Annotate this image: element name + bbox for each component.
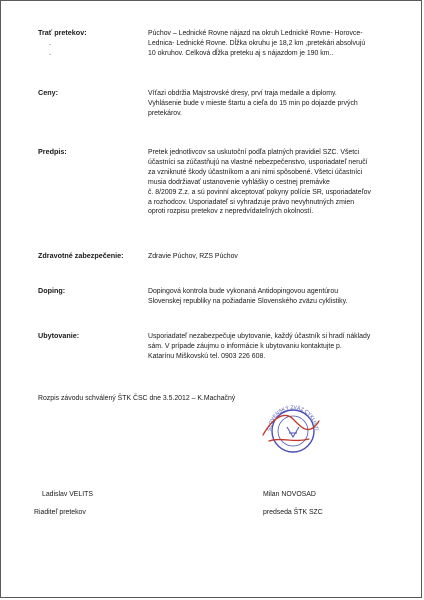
dot-marker: . xyxy=(49,38,51,47)
dot-marker: . xyxy=(49,48,51,57)
section-label: Trať pretekov: xyxy=(38,28,87,37)
text-line: Usporiadateľ nezabezpečuje ubytovanie, každý účastník si hradí náklady xyxy=(148,333,371,340)
text-line: Slovenskej republiky na požiadanie Slovenského zväzu cyklistiky. xyxy=(148,297,348,305)
section-text xyxy=(148,29,380,59)
text-line: Katarínu Miškovskú tel. 0903 226 608. xyxy=(148,352,266,360)
section-label: Ubytovanie: xyxy=(38,331,80,340)
text-line: musia dodržiavať ustanovenie vyhlášky o cestnej premávke xyxy=(148,178,330,186)
section-label: Zdravotné zabezpečenie: xyxy=(38,251,124,260)
signature-left-name: Ladislav VELITS xyxy=(42,491,93,498)
official-stamp xyxy=(259,397,325,455)
text-line: Púchov – Lednické Rovne nájazd na okruh Lednické Rovne- Horovce- xyxy=(148,30,363,37)
section-text xyxy=(148,287,380,307)
text-line: č. 8/2009 Z.z. a sú povinní akceptovať pokyny polície SR, usporiadateľov xyxy=(148,188,371,196)
signature-left-role: Riaditeľ pretekov xyxy=(34,509,86,516)
section-label: Predpis: xyxy=(38,147,67,156)
text-line: Vyhlásenie bude v mieste štartu a cieľa do 15 min po dojazde prvých xyxy=(148,99,358,107)
text-line: Pretek jednotlivcov sa uskutoční podľa platných pravidiel SZC. Všetci xyxy=(148,149,360,156)
section-label: Doping: xyxy=(38,286,66,295)
text-line: Dopingová kontrola bude vykonaná Antidopingovou agentúrou xyxy=(148,288,339,295)
section-text xyxy=(148,89,380,119)
stamp-arc-text: SLOVENSKÝ ZVÄZ CYKLISTI xyxy=(266,404,320,432)
section-text xyxy=(148,252,380,262)
text-line: a rozhodcov. Usporiadateľ si vyhradzuje právo nevyhnutných zmien xyxy=(148,198,355,206)
text-line: 10 okruhov. Celková dĺžka preteku aj s nájazdom je 190 km.. xyxy=(148,49,334,57)
signature-right-role: predseda ŠTK SZC xyxy=(263,509,323,516)
text-line: za vzniknuté škody účastníkom a ani nimi spôsobené. Všetci účastníci xyxy=(148,168,363,176)
text-line: Lednica- Lednické Rovne. Dĺžka okruhu je 18,2 km ,pretekári absolvujú xyxy=(148,39,366,47)
text-line: účastníci sa zúčastňujú na vlastné nebezpečenstvo, usporiadateľ neručí xyxy=(148,158,368,166)
stamp-inner-ring xyxy=(278,416,308,446)
approval-line: Rozpis závodu schválený ŠTK ČSC dne 3.5.2012 – K.Machačný xyxy=(38,395,236,402)
text-line: Zdravie Púchov, RZS Púchov xyxy=(148,253,238,260)
text-line: pretekárov. xyxy=(148,109,182,117)
text-line: sám. V prípade záujmu o informácie k ubytovaniu kontaktujte p. xyxy=(148,342,342,350)
section-label: Ceny: xyxy=(38,88,58,97)
signature-right-name: Milan NOVOSAD xyxy=(263,491,316,498)
stamp-emblem xyxy=(287,427,299,437)
section-text xyxy=(148,148,380,217)
text-line: Víťazi obdržia Majstrovské dresy, prví traja medaile a diplomy. xyxy=(148,90,337,97)
section-text xyxy=(148,332,380,362)
text-line: oproti rozpisu pretekov z nepredvídateľných okolností. xyxy=(148,208,314,216)
